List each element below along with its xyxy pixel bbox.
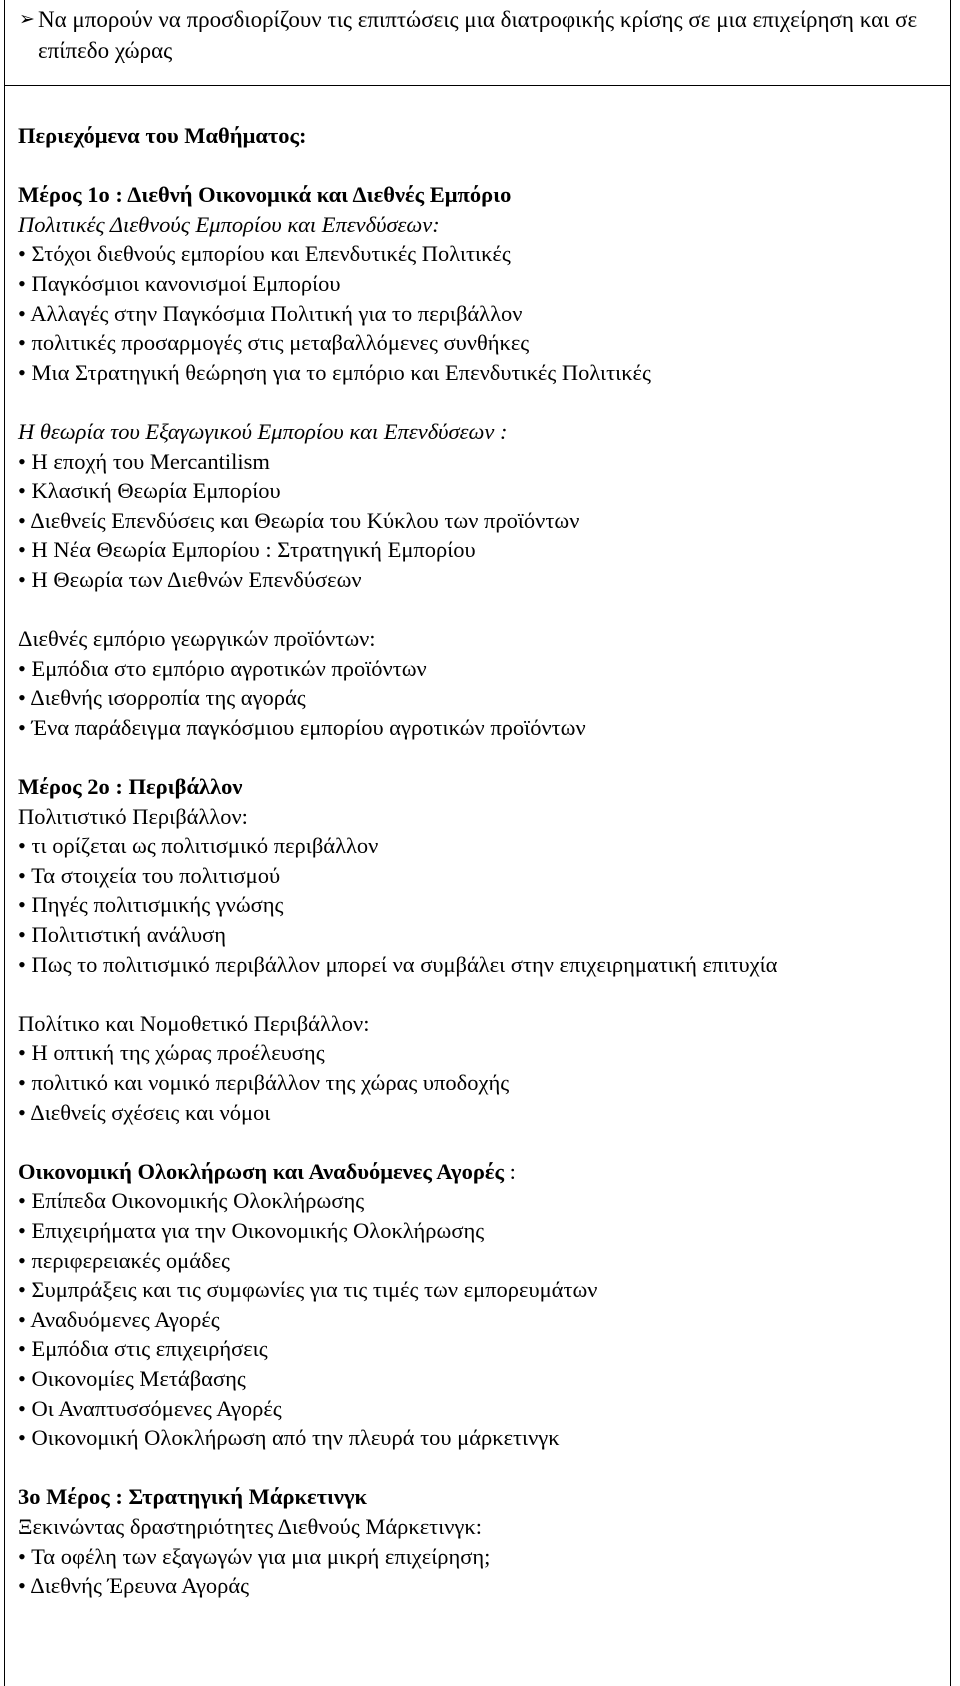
list-item: • Στόχοι διεθνούς εμπορίου και Επενδυτικές Πολιτικές: [18, 239, 938, 269]
list-item: • Η Θεωρία των Διεθνών Επενδύσεων: [18, 565, 938, 595]
list-item: • Πηγές πολιτισμικής γνώσης: [18, 890, 938, 920]
list-item: • Η Νέα Θεωρία Εμπορίου : Στρατηγική Εμπορίου: [18, 535, 938, 565]
list-item: • Η εποχή του Mercantilism: [18, 447, 938, 477]
list-item: • Εμπόδια στο εμπόριο αγροτικών προϊόντων: [18, 654, 938, 684]
list-item: • Αλλαγές στην Παγκόσμια Πολιτική για το περιβάλλον: [18, 299, 938, 329]
list-item: • Οικονομική Ολοκλήρωση από την πλευρά του μάρκετινγκ: [18, 1423, 938, 1453]
section-heading: Πολιτιστικό Περιβάλλον:: [18, 803, 248, 829]
list-item: • Κλασική Θεωρία Εμπορίου: [18, 476, 938, 506]
part2-title: Μέρος 2ο : Περιβάλλον: [18, 774, 243, 800]
section-heading: Πολίτικο και Νομοθετικό Περιβάλλον:: [18, 1010, 370, 1036]
section-heading-bold: Οικονομική Ολοκλήρωση και Αναδυόμενες Αγορές: [18, 1158, 504, 1184]
list-item: • πολιτικές προσαρμογές στις μεταβαλλόμενες συνθήκες: [18, 328, 938, 358]
arrow-bullet-icon: ➢: [19, 8, 35, 30]
list-item: • Διεθνείς Επενδύσεις και Θεωρία του Κύκλου των προϊόντων: [18, 506, 938, 536]
list-item: • Πολιτιστική ανάλυση: [18, 920, 938, 950]
objective: [19, 4, 948, 66]
section-heading-suffix: :: [503, 1158, 516, 1184]
section-heading: Η θεωρία του Εξαγωγικού Εμπορίου και Επενδύσεων :: [18, 418, 508, 444]
list-item: • Πως το πολιτισμικό περιβάλλον μπορεί να συμβάλει στην επιχειρηματική επιτυχία: [18, 950, 938, 980]
list-item: • πολιτικό και νομικό περιβάλλον της χώρας υποδοχής: [18, 1068, 938, 1098]
list-item: • περιφερειακές ομάδες: [18, 1246, 938, 1276]
course-contents: [18, 121, 938, 1601]
section-heading: [18, 1157, 938, 1187]
list-item: • Διεθνής ισορροπία της αγοράς: [18, 683, 938, 713]
list-item: • Διεθνής Έρευνα Αγοράς: [18, 1571, 938, 1601]
list-item: • Επιχειρήματα για την Οικονομικής Ολοκλήρωσης: [18, 1216, 938, 1246]
list-item: • Διεθνείς σχέσεις και νόμοι: [18, 1098, 938, 1128]
list-item: • τι ορίζεται ως πολιτισμικό περιβάλλον: [18, 831, 938, 861]
part3-title: 3ο Μέρος : Στρατηγική Μάρκετινγκ: [18, 1484, 368, 1510]
list-item: • Οικονομίες Μετάβασης: [18, 1364, 938, 1394]
list-item: • Εμπόδια στις επιχειρήσεις: [18, 1334, 938, 1364]
contents-heading: Περιεχόμενα του Μαθήματος:: [18, 123, 307, 148]
list-item: • Οι Αναπτυσσόμενες Αγορές: [18, 1394, 938, 1424]
part1-title: Μέρος 1ο : Διεθνή Οικονομικά και Διεθνές Εμπόριο: [18, 182, 512, 208]
list-item: • Επίπεδα Οικονομικής Ολοκλήρωσης: [18, 1186, 938, 1216]
section-heading: Πολιτικές Διεθνούς Εμπορίου και Επενδύσεων:: [18, 211, 440, 237]
list-item: • Μια Στρατηγική θεώρηση για το εμπόριο και Επενδυτικές Πολιτικές: [18, 358, 938, 388]
section-heading: Ξεκινώντας δραστηριότητες Διεθνούς Μάρκετινγκ:: [18, 1513, 482, 1539]
list-item: • Συμπράξεις και τις συμφωνίες για τις τιμές των εμπορευμάτων: [18, 1275, 938, 1305]
list-item: • Τα οφέλη των εξαγωγών για μια μικρή επιχείρηση;: [18, 1542, 938, 1572]
list-item: • Ένα παράδειγμα παγκόσμιου εμπορίου αγροτικών προϊόντων: [18, 713, 938, 743]
list-item: • Αναδυόμενες Αγορές: [18, 1305, 938, 1335]
list-item: • Τα στοιχεία του πολιτισμού: [18, 861, 938, 891]
list-item: • Παγκόσμιοι κανονισμοί Εμπορίου: [18, 269, 938, 299]
section-heading: Διεθνές εμπόριο γεωργικών προϊόντων:: [18, 626, 376, 652]
objective-text: Να μπορούν να προσδιορίζουν τις επιπτώσεις μια διατροφικής κρίσης σε μια επιχείρηση και σε επίπεδο χώρας: [38, 7, 918, 63]
objective-box: [4, 0, 951, 86]
list-item: • Η οπτική της χώρας προέλευσης: [18, 1038, 938, 1068]
